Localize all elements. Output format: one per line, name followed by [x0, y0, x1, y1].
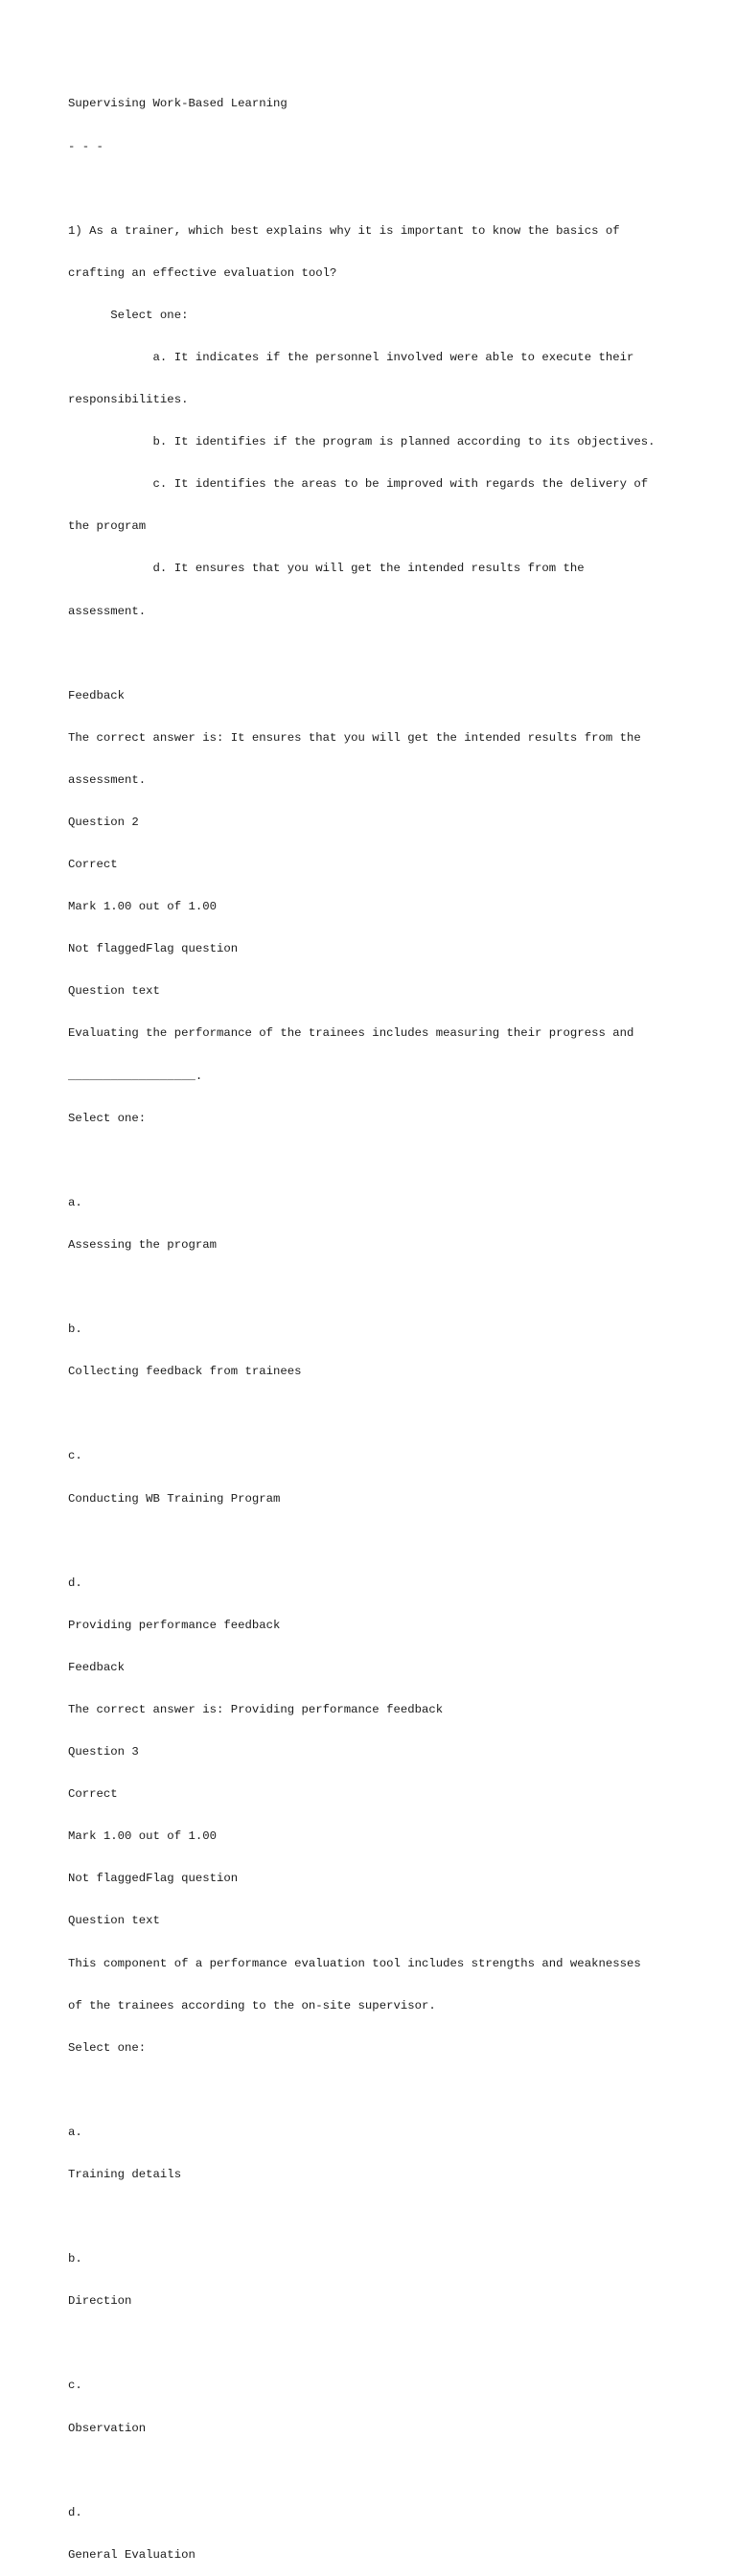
blank-line: [68, 2210, 701, 2224]
question-1-text: 1) As a trainer, which best explains why it is important to know the basics of: [68, 223, 620, 238]
question-1-option-c: c. It identifies the areas to be improved with regards the delivery of: [68, 477, 649, 492]
question-3-mark: Mark 1.00 out of 1.00: [68, 1829, 217, 1844]
question-1-option-a-cont: responsibilities.: [68, 393, 189, 407]
blank-line: [68, 182, 701, 196]
blank-line: [68, 1280, 701, 1295]
question-2-text: Evaluating the performance of the trainees includes measuring their progress and: [68, 1026, 634, 1041]
question-3-option-c-text: Observation: [68, 2421, 147, 2435]
blank-line: [68, 2336, 701, 2351]
question-1-correct-answer-cont: assessment.: [68, 772, 147, 787]
question-1-feedback-heading: Feedback: [68, 688, 126, 702]
question-1-option-c-cont: the program: [68, 519, 147, 534]
question-1-option-d: d. It ensures that you will get the intended results from the: [68, 562, 585, 576]
question-2-option-b-letter: b.: [68, 1322, 82, 1337]
document-title: Supervising Work-Based Learning: [68, 97, 288, 111]
blank-line: [68, 647, 701, 661]
question-2-mark: Mark 1.00 out of 1.00: [68, 900, 217, 914]
blank-line: [68, 1154, 701, 1168]
question-3-option-c-letter: c.: [68, 2379, 82, 2393]
question-2-option-c-text: Conducting WB Training Program: [68, 1491, 281, 1506]
blank-line: [68, 2464, 701, 2478]
question-3-flag: Not flaggedFlag question: [68, 1872, 239, 1886]
document-page: [68, 69, 701, 2576]
question-1-option-b: b. It identifies if the program is planned according to its objectives.: [68, 435, 656, 449]
blank-line: [68, 1534, 701, 1549]
question-2-option-a-text: Assessing the program: [68, 1237, 217, 1252]
question-2-option-c-letter: c.: [68, 1449, 82, 1463]
question-3-option-d-text: General Evaluation: [68, 2547, 196, 2562]
title-divider: - - -: [68, 139, 104, 153]
question-2-feedback-heading: Feedback: [68, 1660, 126, 1674]
question-1-text-cont: crafting an effective evaluation tool?: [68, 265, 337, 280]
question-3-text: This component of a performance evaluation tool includes strengths and weaknesses: [68, 1956, 641, 1970]
question-2-option-d-letter: d.: [68, 1576, 82, 1590]
question-2-select-one: Select one:: [68, 1111, 147, 1125]
question-2-option-a-letter: a.: [68, 1195, 82, 1209]
question-3-select-one: Select one:: [68, 2040, 147, 2055]
question-3-option-d-letter: d.: [68, 2505, 82, 2519]
question-1-select-one: Select one:: [68, 308, 189, 322]
blank-line: [68, 1407, 701, 1421]
question-2-option-b-text: Collecting feedback from trainees: [68, 1365, 302, 1379]
question-1-correct-answer: The correct answer is: It ensures that you will get the intended results from the: [68, 730, 641, 745]
question-3-status: Correct: [68, 1787, 118, 1802]
question-2-text-blank: __________________.: [68, 1069, 203, 1083]
question-2-text-label: Question text: [68, 984, 160, 999]
blank-line: [68, 2083, 701, 2098]
question-3-text-cont: of the trainees according to the on-site supervisor.: [68, 1998, 436, 2012]
question-2-heading: Question 2: [68, 816, 139, 829]
question-1-option-d-cont: assessment.: [68, 604, 147, 618]
question-2-flag: Not flaggedFlag question: [68, 942, 239, 956]
question-3-option-a-text: Training details: [68, 2168, 182, 2181]
question-2-correct-answer: The correct answer is: Providing performance feedback: [68, 1702, 444, 1716]
question-3-option-a-letter: a.: [68, 2125, 82, 2139]
question-3-option-b-text: Direction: [68, 2294, 132, 2309]
question-2-option-d-text: Providing performance feedback: [68, 1618, 281, 1632]
question-3-heading: Question 3: [68, 1745, 139, 1760]
question-3-text-label: Question text: [68, 1914, 160, 1928]
question-2-status: Correct: [68, 858, 118, 872]
question-3-option-b-letter: b.: [68, 2252, 82, 2266]
question-1-option-a: a. It indicates if the personnel involved were able to execute their: [68, 350, 634, 364]
